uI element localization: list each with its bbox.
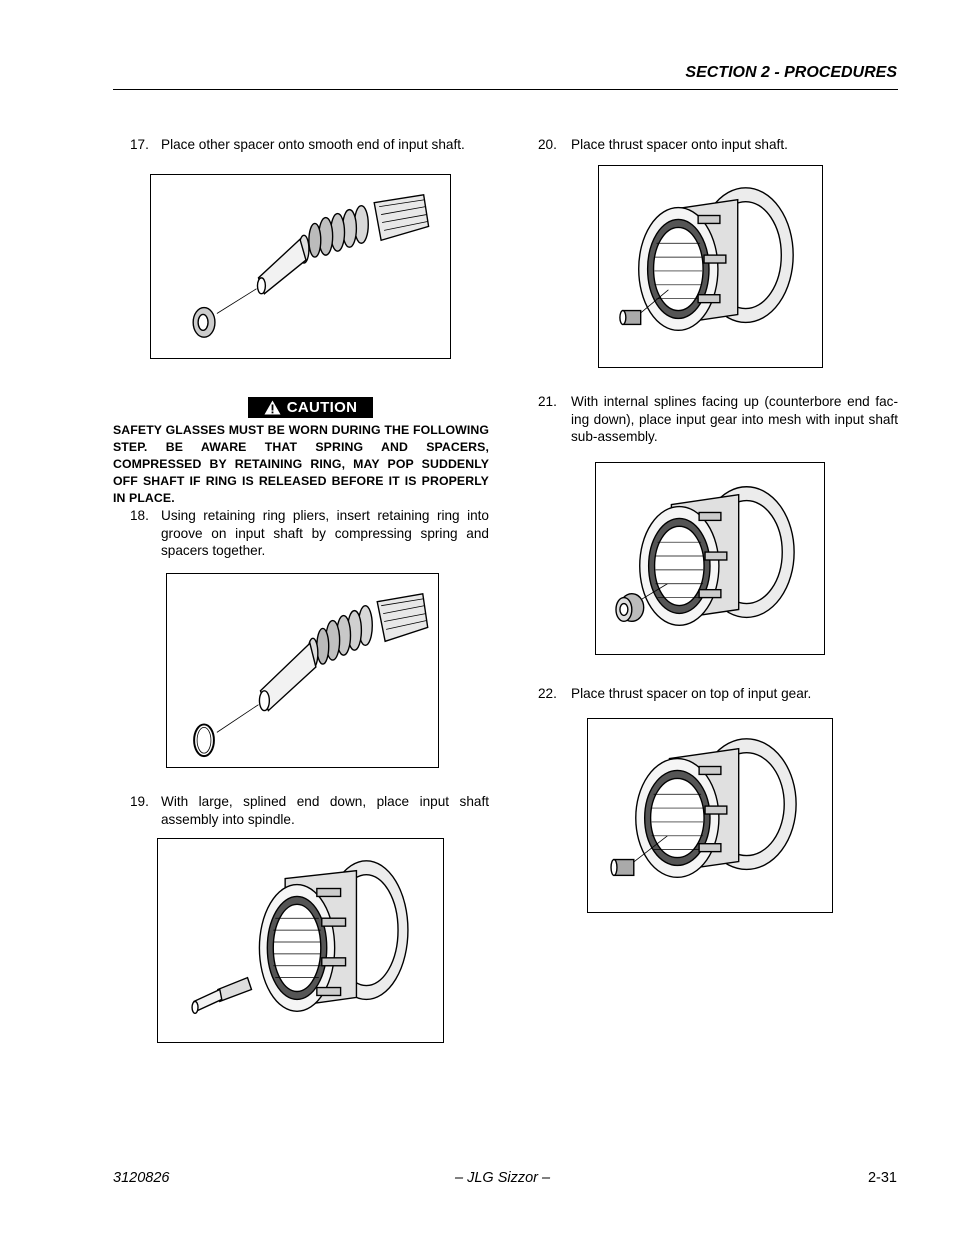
figure-input-gear — [595, 462, 825, 655]
step-number: 17. — [130, 137, 149, 152]
warning-triangle-icon — [264, 400, 281, 415]
shaft-spacer-illustration — [151, 175, 450, 358]
input-gear-illustration — [596, 463, 824, 654]
thrust-spacer-gear-illustration — [588, 719, 832, 912]
figure-thrust-spacer-gear — [587, 718, 833, 913]
step-18 — [130, 507, 489, 563]
step-number: 18. — [130, 508, 149, 523]
footer-page-number: 2-31 — [867, 1170, 897, 1186]
footer-title: – JLG Sizzor – — [455, 1170, 551, 1186]
step-22 — [538, 685, 898, 705]
caution-text: SAFETY GLASSES MUST BE WORN DURING THE FOLLOWING STEP. BE AWARE THAT SPRING AND SPACERS, COMPRESSED BY RETAINING RING, MAY POP SUDDENLY OFF SHAFT IF RING IS RELEASED BEFORE IT IS PROPERLY IN PLACE. — [113, 423, 489, 505]
step-text: With internal splines facing up (counterbore end fac-ing down), place input gear into mesh with input shaft sub-assembly. — [571, 394, 898, 444]
step-17 — [130, 136, 490, 156]
step-number: 21. — [538, 394, 557, 409]
step-text: Using retaining ring pliers, insert retaining ring into groove on input shaft by compressing spring and spacers together. — [161, 508, 489, 558]
step-19 — [130, 793, 489, 831]
caution-label: CAUTION — [286, 399, 358, 416]
footer-doc-number: 3120826 — [113, 1170, 170, 1186]
step-number: 22. — [538, 686, 557, 701]
section-title: SECTION 2 - PROCEDURES — [685, 64, 897, 81]
step-text: With large, splined end down, place input shaft assembly into spindle. — [161, 794, 489, 827]
figure-shaft-spacer — [150, 174, 451, 359]
step-text: Place thrust spacer onto input shaft. — [571, 137, 788, 152]
figure-spindle-shaft — [157, 838, 444, 1043]
caution-badge — [248, 397, 373, 418]
step-number: 20. — [538, 137, 557, 152]
header-divider — [113, 89, 898, 90]
retaining-ring-illustration — [167, 574, 438, 767]
step-number: 19. — [130, 794, 149, 809]
step-text: Place other spacer onto smooth end of input shaft. — [161, 137, 465, 152]
spindle-shaft-illustration — [158, 839, 443, 1042]
step-text: Place thrust spacer on top of input gear. — [571, 686, 812, 701]
figure-retaining-ring — [166, 573, 439, 768]
thrust-spacer-shaft-illustration — [599, 166, 822, 367]
step-20 — [538, 136, 898, 156]
figure-thrust-spacer-shaft — [598, 165, 823, 368]
step-21 — [538, 393, 898, 449]
